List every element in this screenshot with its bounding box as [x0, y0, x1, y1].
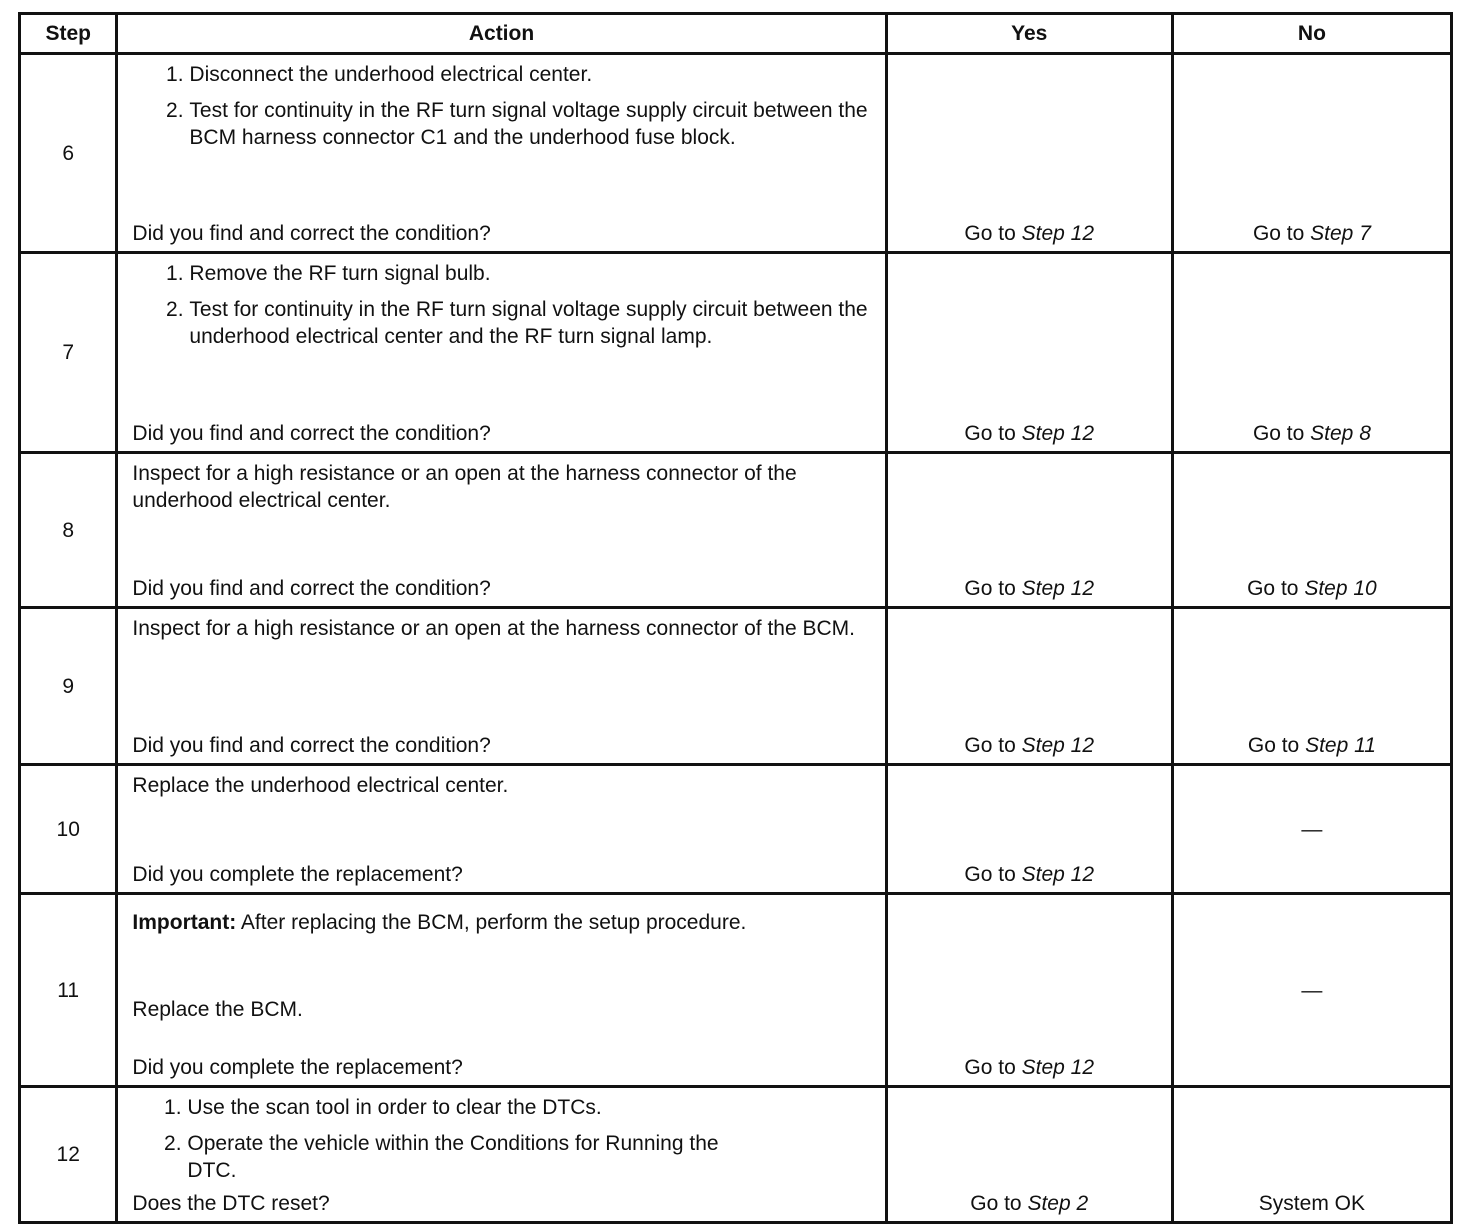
question: Did you find and correct the condition? [132, 222, 491, 245]
goto-label: Go to [964, 222, 1016, 245]
action-text: Inspect for a high resistance or an open at the harness connector of the underhood electrical center. [132, 462, 797, 512]
question: Does the DTC reset? [132, 1192, 330, 1215]
action-cell [117, 765, 886, 894]
yes-cell [886, 253, 1172, 453]
no-cell [1172, 54, 1451, 253]
header-no: No [1172, 14, 1451, 54]
header-yes: Yes [886, 14, 1172, 54]
step-number: 8 [20, 453, 117, 608]
table-row [20, 765, 1452, 894]
step-link: Step 12 [1021, 222, 1095, 245]
question: Did you complete the replacement? [132, 1056, 463, 1079]
question: Did you complete the replacement? [132, 863, 463, 886]
table-row [20, 608, 1452, 765]
action-cell [117, 253, 886, 453]
diagnostic-table [18, 12, 1453, 1224]
list-item: 1. Use the scan tool in order to clear the DTCs. [187, 1094, 750, 1121]
question: Did you find and correct the condition? [132, 422, 491, 445]
step-link: Step 8 [1310, 422, 1371, 445]
goto-label: Go to [1247, 577, 1299, 600]
yes-cell [886, 1087, 1172, 1223]
header-action: Action [117, 14, 886, 54]
action-cell [117, 453, 886, 608]
list-item: 1. Disconnect the underhood electrical center. [189, 61, 870, 88]
action-text: Inspect for a high resistance or an open at the harness connector of the BCM. [132, 617, 855, 640]
step-link: Step 12 [1021, 863, 1095, 886]
action-list [132, 61, 870, 151]
important-note [132, 909, 870, 936]
step-number: 11 [20, 894, 117, 1087]
action-list [132, 1094, 870, 1184]
action-list [132, 260, 870, 350]
goto-label: Go to [964, 734, 1016, 757]
goto-label: Go to [1252, 422, 1305, 445]
table-row [20, 54, 1452, 253]
goto-label: Go to [964, 1056, 1016, 1079]
question: Did you find and correct the condition? [132, 577, 491, 600]
step-number: 6 [20, 54, 117, 253]
action-cell [117, 608, 886, 765]
step-link: Step 11 [1305, 734, 1376, 757]
step-number: 9 [20, 608, 117, 765]
list-item: 2. Test for continuity in the RF turn signal voltage supply circuit between the underhood electrical center and the RF turn signal lamp. [189, 296, 870, 350]
list-item: 2. Test for continuity in the RF turn signal voltage supply circuit between the BCM harness connector C1 and the underhood fuse block. [189, 97, 870, 151]
step-link: Step 12 [1021, 1056, 1095, 1079]
table-row [20, 894, 1452, 1087]
no-cell: System OK [1172, 1087, 1451, 1223]
yes-cell [886, 765, 1172, 894]
table-row [20, 453, 1452, 608]
table-row [20, 253, 1452, 453]
step-link: Step 12 [1021, 422, 1095, 445]
step-number: 12 [20, 1087, 117, 1223]
action-cell [117, 894, 886, 1087]
no-cell: — [1172, 765, 1451, 894]
yes-cell [886, 453, 1172, 608]
list-item: 2. Operate the vehicle within the Conditions for Running the DTC. [187, 1130, 750, 1184]
goto-label: Go to [964, 422, 1016, 445]
step-link: Step 2 [1027, 1192, 1089, 1215]
step-link: Step 12 [1021, 577, 1095, 600]
table-header-row [20, 14, 1452, 54]
goto-label: Go to [1247, 734, 1300, 757]
action-text: Replace the underhood electrical center. [132, 774, 509, 797]
yes-cell [886, 608, 1172, 765]
goto-label: Go to [964, 863, 1016, 886]
question: Did you find and correct the condition? [132, 734, 491, 757]
goto-label: Go to [970, 1192, 1022, 1215]
yes-cell [886, 894, 1172, 1087]
step-number: 7 [20, 253, 117, 453]
no-cell: — [1172, 894, 1451, 1087]
step-link: Step 12 [1021, 734, 1095, 757]
list-item: 1. Remove the RF turn signal bulb. [189, 260, 870, 287]
no-cell [1172, 453, 1451, 608]
step-link: Step 10 [1304, 577, 1377, 600]
no-cell [1172, 253, 1451, 453]
no-cell [1172, 608, 1451, 765]
table-row [20, 1087, 1452, 1223]
header-step: Step [20, 14, 117, 54]
goto-label: Go to [964, 577, 1016, 600]
action-text: Replace the BCM. [132, 998, 303, 1021]
important-text: After replacing the BCM, perform the setup procedure. [240, 911, 747, 934]
yes-cell [886, 54, 1172, 253]
important-label: Important: [132, 911, 237, 934]
action-cell [117, 54, 886, 253]
step-link: Step 7 [1310, 222, 1371, 245]
action-cell [117, 1087, 886, 1223]
goto-label: Go to [1252, 222, 1305, 245]
step-number: 10 [20, 765, 117, 894]
